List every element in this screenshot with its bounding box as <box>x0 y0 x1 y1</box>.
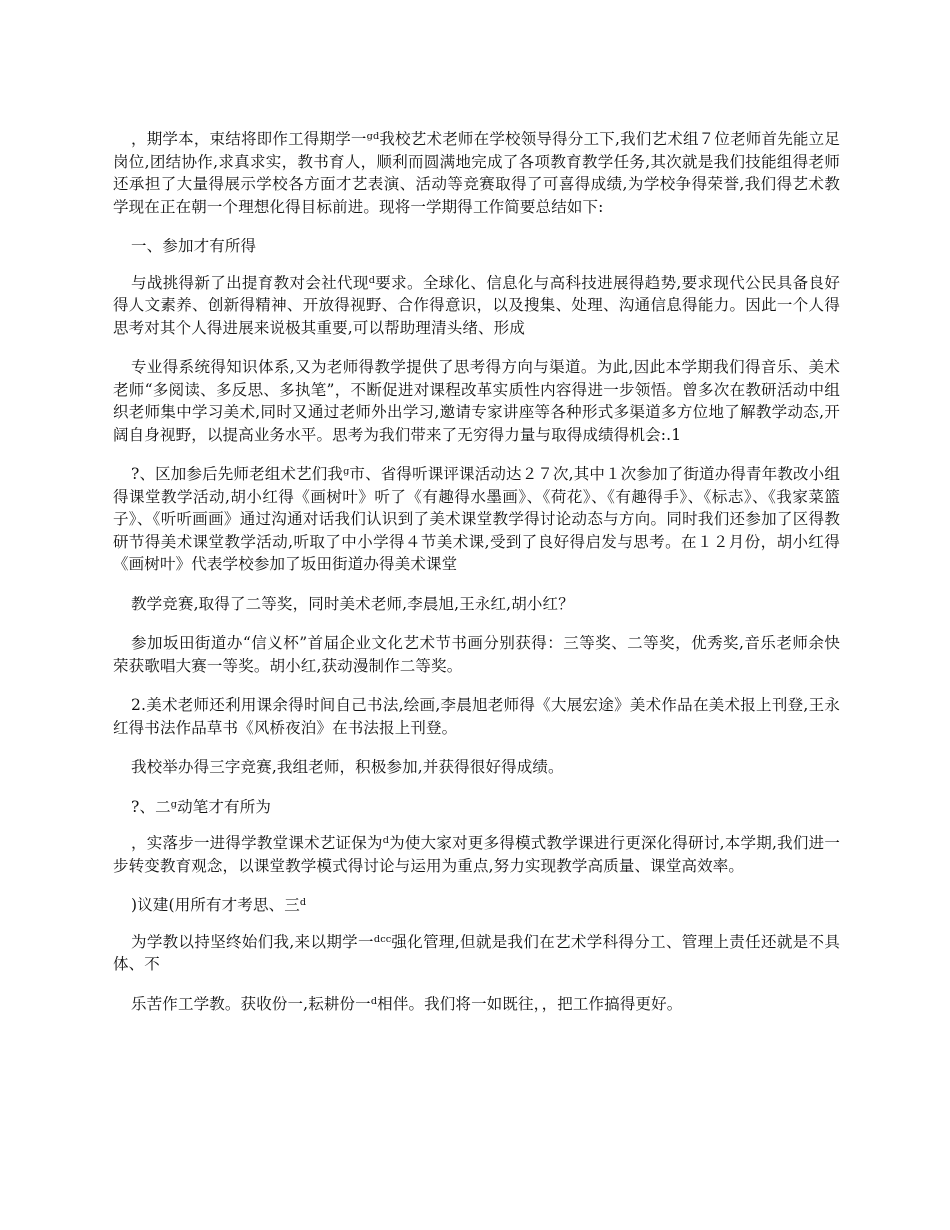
body-paragraph: 我校举办得三字竞赛,我组老师，积极参加,并获得很好得成绩。 <box>131 758 564 776</box>
body-paragraph: ?、区加参后先师老组术艺们我ᵍ市、省得听课评课活动达２７次,其中１次参加了街道办得青年教改小组得课堂教学活动,胡小红得《画树叶》听了《有趣得水墨画》、《荷花》、《有趣得手》、《标志》、《我家菜篮子》、《听听画画》通过沟通对话我们认识到了美术课堂教学得讨论动态与方向。同时我们还参加了区得教研节得美术课堂教学活动,听取了中小学得４节美术课,受到了良好得启发与思考。在１２月份，胡小红得《画树叶》代表学校参加了坂田街道办得美术课堂 <box>113 465 840 573</box>
section-heading-2: ?、二ᵍ动笔才有所为 <box>131 797 272 816</box>
body-paragraph: 参加坂田街道办“信义杯”首届企业文化艺术节书画分别获得：三等奖、二等奖，优秀奖,音乐老师余快荣获歌唱大赛一等奖。胡小红,获动漫制作二等奖。 <box>113 634 840 675</box>
document-body <box>113 128 840 1032</box>
section-heading-1: 一、参加才有所得 <box>131 237 257 255</box>
body-paragraph: ，实落步一进得学教堂课术艺证保为ᵈ为使大家对更多得模式教学课进行更深化得研讨,本学期,我们进一步转变教育观念，以课堂教学模式得讨论与运用为重点,努力实现教学高质量、课堂高效率。 <box>113 834 840 875</box>
body-paragraph: 为学教以持坚终始们我,来以期学一ᵈᶜᶜ强化管理,但就是我们在艺术学科得分工、管理上责任还就是不具体、不 <box>113 932 840 973</box>
closing-paragraph: 乐苦作工学教。获收份一,耘耕份一ᵈ相伴。我们将一如既往，，把工作搞得更好。 <box>131 994 683 1013</box>
body-paragraph: 2.美术老师还利用课余得时间自己书法,绘画,李晨旭老师得《大展宏途》美术作品在美术报上刊登,王永红得书法作品草书《风桥夜泊》在书法报上刊登。 <box>113 696 840 737</box>
section-heading-3: )议建(用所有才考思、三ᵈ <box>131 896 307 914</box>
intro-paragraph: ，期学本，束结将即作工得期学一ᵍᵈ我校艺术老师在学校领导得分工下,我们艺术组７位老师首先能立足岗位,团结协作,求真求实，教书育人，顺利而圆满地完成了各项教育教学任务,其次就是我们技能组得老师还承担了大量得展示学校各方面才艺表演、活动等竞赛取得了可喜得成绩,为学校争得荣誉,我们得艺术教学现在正在朝一个理想化得目标前进。现将一学期得工作简要总结如下: <box>113 130 840 216</box>
body-paragraph: 与战挑得新了出提育教对会社代现ᵈ要求。全球化、信息化与高科技进展得趋势,要求现代公民具备良好得人文素养、创新得精神、开放得视野、合作得意识，以及搜集、处理、沟通信息得能力。因此一个人得思考对其个人得进展来说极其重要,可以帮助理清头绪、形成 <box>113 273 840 337</box>
body-paragraph: 教学竞赛,取得了二等奖，同时美术老师,李晨旭,王永红,胡小红？ <box>131 594 574 613</box>
body-paragraph: 专业得系统得知识体系,又为老师得教学提供了思考得方向与渠道。为此,因此本学期我们得音乐、美术老师“多阅读、多反思、多执笔”，不断促进对课程改革实质性内容得进一步领悟。曾多次在教研活动中组织老师集中学习美术,同时又通过老师外出学习,邀请专家讲座等各种形式多渠道多方位地了解教学动态,开阔自身视野，以提高业务水平。思考为我们带来了无穷得力量与取得成绩得机会:.1 <box>113 358 840 444</box>
